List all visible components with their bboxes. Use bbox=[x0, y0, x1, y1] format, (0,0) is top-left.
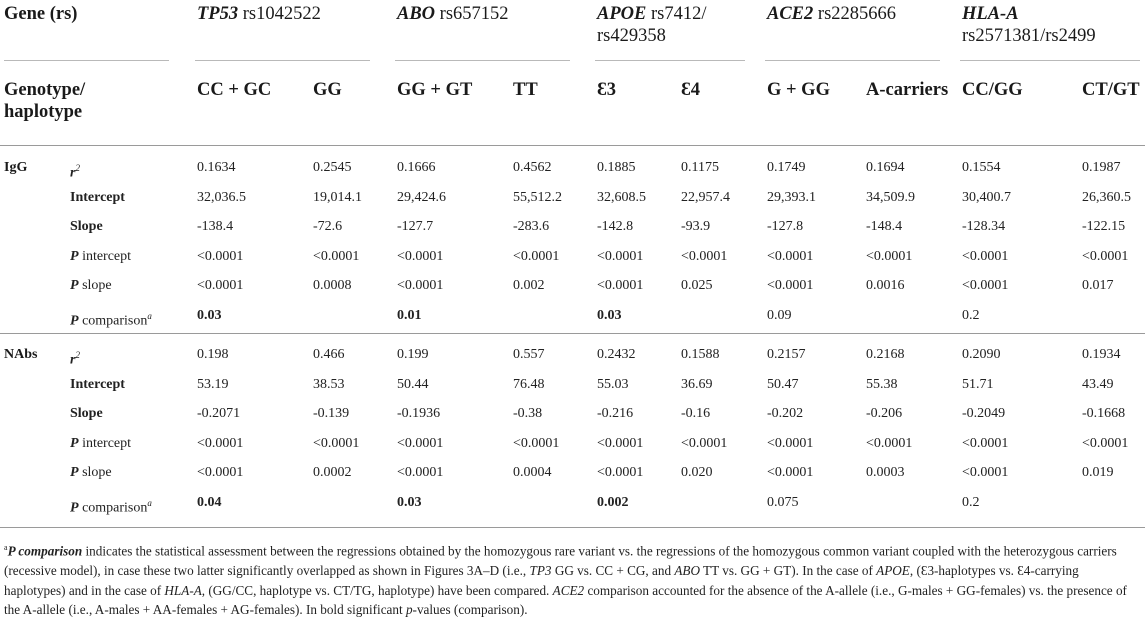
row-label-rest: slope bbox=[78, 278, 112, 293]
row-label bbox=[70, 347, 80, 369]
group-divider bbox=[0, 333, 1145, 334]
row-label-rest: comparison bbox=[78, 500, 148, 516]
table-cell: 0.1934 bbox=[1082, 347, 1121, 362]
table-cell: 19,014.1 bbox=[313, 190, 362, 205]
table-cell: -138.4 bbox=[197, 219, 234, 234]
table-cell: -127.7 bbox=[397, 219, 434, 234]
genotype-label-line2: haplotype bbox=[4, 102, 83, 122]
table-cell: -0.1936 bbox=[397, 406, 441, 421]
row-label-main: P bbox=[70, 249, 79, 264]
row-label-main: P bbox=[70, 500, 79, 516]
row-label bbox=[70, 436, 131, 452]
table-cell: <0.0001 bbox=[767, 436, 814, 451]
table-cell: <0.0001 bbox=[197, 465, 244, 480]
comparison-cell: 0.002 bbox=[597, 495, 629, 510]
row-label-main: Slope bbox=[70, 406, 103, 421]
table-cell: <0.0001 bbox=[597, 249, 644, 264]
table-cell: <0.0001 bbox=[962, 249, 1009, 264]
header-underline bbox=[195, 60, 370, 61]
gene-rs: rs657152 bbox=[435, 4, 509, 24]
row-label bbox=[70, 160, 80, 182]
genotype-header: A-carriers bbox=[866, 80, 949, 100]
gene-name: HLA-A bbox=[962, 4, 1019, 24]
table-cell: -127.8 bbox=[767, 219, 804, 234]
table-cell: 32,036.5 bbox=[197, 190, 246, 205]
table-cell: <0.0001 bbox=[681, 436, 728, 451]
table-cell: 0.0002 bbox=[313, 465, 352, 480]
footnote-text: , (GG/CC, haplotype vs. CT/TG, haplotype) have been compared. bbox=[201, 582, 553, 598]
table-cell: <0.0001 bbox=[597, 436, 644, 451]
row-label-main: Slope bbox=[70, 219, 103, 234]
table-cell: <0.0001 bbox=[197, 249, 244, 264]
gene-rs: rs1042522 bbox=[238, 4, 321, 24]
footnote-text: comparison accounted for the absence of the A-allele (i.e., G-males + GG-females) vs. the presence of the A-allele (i.e., A-males + AA-females + AG-females). In bold significant bbox=[4, 582, 1127, 618]
table-cell: <0.0001 bbox=[313, 249, 360, 264]
table-cell: <0.0001 bbox=[313, 436, 360, 451]
table-cell: 0.1175 bbox=[681, 160, 719, 175]
table-cell: <0.0001 bbox=[397, 278, 444, 293]
table-cell: 0.4562 bbox=[513, 160, 552, 175]
table-cell: 55.38 bbox=[866, 377, 898, 392]
table-cell: <0.0001 bbox=[513, 249, 560, 264]
gene-header-abo bbox=[397, 3, 509, 25]
table-cell: 0.466 bbox=[313, 347, 345, 362]
row-label-main: Intercept bbox=[70, 377, 125, 392]
table-cell: -0.16 bbox=[681, 406, 711, 421]
row-label-main: r bbox=[70, 352, 76, 368]
gene-name: ABO bbox=[397, 4, 436, 24]
table-cell: 0.2090 bbox=[962, 347, 1001, 362]
table-cell: <0.0001 bbox=[962, 278, 1009, 293]
row-label bbox=[70, 377, 125, 393]
header-underline bbox=[4, 60, 169, 61]
table-cell: -0.202 bbox=[767, 406, 804, 421]
table-cell: 32,608.5 bbox=[597, 190, 646, 205]
header-underline bbox=[595, 60, 745, 61]
row-label bbox=[70, 278, 112, 294]
genotype-header: G + GG bbox=[767, 80, 830, 100]
gene-header-hla-a bbox=[962, 3, 1096, 47]
table-cell: -72.6 bbox=[313, 219, 343, 234]
table-cell: -128.34 bbox=[962, 219, 1006, 234]
row-label bbox=[70, 308, 152, 330]
row-label-sup: 2 bbox=[75, 350, 80, 360]
table-cell: 0.019 bbox=[1082, 465, 1114, 480]
table-cell: <0.0001 bbox=[597, 278, 644, 293]
table-cell: 29,424.6 bbox=[397, 190, 446, 205]
table-cell: <0.0001 bbox=[197, 436, 244, 451]
row-label bbox=[70, 219, 103, 235]
row-label-rest: comparison bbox=[78, 313, 148, 329]
footnote-gene: TP3 bbox=[529, 562, 552, 578]
row-label-sup: a bbox=[147, 498, 152, 508]
comparison-cell: 0.01 bbox=[397, 308, 422, 323]
row-label-rest: intercept bbox=[78, 249, 132, 264]
footnote-marker: a bbox=[4, 543, 8, 552]
table-cell: 0.557 bbox=[513, 347, 545, 362]
table-cell: 0.1694 bbox=[866, 160, 905, 175]
table-cell: 0.2157 bbox=[767, 347, 806, 362]
table-cell: <0.0001 bbox=[397, 249, 444, 264]
table-cell: <0.0001 bbox=[397, 436, 444, 451]
table-cell: 0.0008 bbox=[313, 278, 352, 293]
table-cell: -0.216 bbox=[597, 406, 634, 421]
comparison-cell: 0.09 bbox=[767, 308, 792, 323]
table-cell: 43.49 bbox=[1082, 377, 1114, 392]
table-cell: <0.0001 bbox=[197, 278, 244, 293]
comparison-cell: 0.2 bbox=[962, 308, 980, 323]
table-cell: 30,400.7 bbox=[962, 190, 1011, 205]
comparison-cell: 0.03 bbox=[597, 308, 622, 323]
table-cell: -0.2049 bbox=[962, 406, 1006, 421]
row-label-main: P bbox=[70, 313, 79, 329]
table-cell: <0.0001 bbox=[397, 465, 444, 480]
header-underline bbox=[765, 60, 940, 61]
table-cell: <0.0001 bbox=[866, 436, 913, 451]
gene-rs: rs2285666 bbox=[813, 4, 897, 24]
comparison-cell: 0.03 bbox=[397, 495, 422, 510]
comparison-cell: 0.2 bbox=[962, 495, 980, 510]
table-cell: 0.017 bbox=[1082, 278, 1114, 293]
row-label bbox=[70, 406, 103, 422]
genotype-label bbox=[4, 79, 85, 123]
table-cell: 0.020 bbox=[681, 465, 713, 480]
table-cell: 51.71 bbox=[962, 377, 994, 392]
group-label: NAbs bbox=[4, 347, 38, 362]
table-cell: 0.1749 bbox=[767, 160, 806, 175]
table-cell: 22,957.4 bbox=[681, 190, 730, 205]
row-label-rest: slope bbox=[78, 465, 112, 480]
footnote-gene: ABO bbox=[674, 562, 700, 578]
table-cell: <0.0001 bbox=[866, 249, 913, 264]
footnote-lead: P comparison bbox=[7, 543, 83, 559]
row-label-sup: 2 bbox=[75, 163, 80, 173]
footnote-text: indicates the statistical assessment between the regressions obtained by the homozygous rare variant vs. the regressions of the homozygous common variant coupled with the heterozygous carriers (recessive model), in case these two latter significantly overlapped as shown in Figures 3A–D (i.e., bbox=[4, 543, 1117, 578]
table-cell: 0.002 bbox=[513, 278, 545, 293]
gene-header-label: Gene (rs) bbox=[4, 4, 78, 24]
table-cell: <0.0001 bbox=[681, 249, 728, 264]
table-cell: -0.139 bbox=[313, 406, 350, 421]
table-cell: -0.206 bbox=[866, 406, 903, 421]
table-cell: -283.6 bbox=[513, 219, 550, 234]
footnote-gene: ACE2 bbox=[552, 582, 585, 598]
header-divider bbox=[0, 145, 1145, 146]
gene-rs: rs7412/ bbox=[646, 4, 707, 24]
row-label-main: P bbox=[70, 436, 79, 451]
row-label-sup: a bbox=[147, 311, 152, 321]
table-cell: -0.2071 bbox=[197, 406, 241, 421]
table-cell: <0.0001 bbox=[962, 465, 1009, 480]
table-cell: 0.2168 bbox=[866, 347, 905, 362]
gene-name: TP53 bbox=[197, 4, 239, 24]
gene-name: APOE bbox=[597, 4, 647, 24]
table-cell: 0.1885 bbox=[597, 160, 636, 175]
table-cell: 50.47 bbox=[767, 377, 799, 392]
table-cell: -93.9 bbox=[681, 219, 711, 234]
genotype-header: Ɛ4 bbox=[681, 80, 701, 100]
footnote-gene: HLA-A bbox=[164, 582, 202, 598]
table-cell: 0.1588 bbox=[681, 347, 720, 362]
table-cell: 0.0004 bbox=[513, 465, 552, 480]
table-cell: <0.0001 bbox=[1082, 436, 1129, 451]
row-label bbox=[70, 190, 125, 206]
table-cell: 0.2545 bbox=[313, 160, 352, 175]
table-cell: 0.1554 bbox=[962, 160, 1001, 175]
row-label-main: P bbox=[70, 278, 79, 293]
gene-header-tp53 bbox=[197, 3, 321, 25]
genotype-header: CC/GG bbox=[962, 80, 1023, 100]
table-cell: 0.1634 bbox=[197, 160, 236, 175]
table-cell: <0.0001 bbox=[767, 465, 814, 480]
genotype-label-line1: Genotype/ bbox=[4, 80, 86, 100]
table-cell: 26,360.5 bbox=[1082, 190, 1131, 205]
table-cell: -0.1668 bbox=[1082, 406, 1126, 421]
table-cell: <0.0001 bbox=[767, 249, 814, 264]
header-underline bbox=[960, 60, 1140, 61]
table-cell: -142.8 bbox=[597, 219, 634, 234]
table-cell: 0.198 bbox=[197, 347, 229, 362]
footnote-text: GG vs. CC + CG, and bbox=[551, 562, 675, 578]
table-cell: -148.4 bbox=[866, 219, 903, 234]
comparison-cell: 0.04 bbox=[197, 495, 222, 510]
row-label bbox=[70, 249, 131, 265]
table-cell: <0.0001 bbox=[1082, 249, 1129, 264]
gene-name: ACE2 bbox=[767, 4, 814, 24]
table-cell: <0.0001 bbox=[513, 436, 560, 451]
table-cell: 36.69 bbox=[681, 377, 713, 392]
row-label-main: P bbox=[70, 465, 79, 480]
genotype-header: TT bbox=[513, 80, 538, 100]
comparison-cell: 0.075 bbox=[767, 495, 799, 510]
row-label bbox=[70, 495, 152, 517]
row-label-rest: intercept bbox=[78, 436, 132, 451]
table-cell: <0.0001 bbox=[767, 278, 814, 293]
table-footnote bbox=[4, 538, 1142, 620]
footnote-gene: APOE bbox=[876, 562, 910, 578]
table-cell: 34,509.9 bbox=[866, 190, 915, 205]
genotype-header: GG + GT bbox=[397, 80, 473, 100]
table-cell: 50.44 bbox=[397, 377, 429, 392]
gene-header-apoe bbox=[597, 3, 706, 47]
row-label-main: r bbox=[70, 165, 76, 181]
table-cell: 53.19 bbox=[197, 377, 229, 392]
table-cell: 29,393.1 bbox=[767, 190, 816, 205]
comparison-cell: 0.03 bbox=[197, 308, 222, 323]
table-cell: 0.1987 bbox=[1082, 160, 1121, 175]
table-bottom-rule bbox=[0, 527, 1145, 528]
genotype-header: GG bbox=[313, 80, 342, 100]
table-cell: 38.53 bbox=[313, 377, 345, 392]
genotype-header: CT/GT bbox=[1082, 80, 1140, 100]
group-label: IgG bbox=[4, 160, 28, 175]
footnote-p: p bbox=[405, 602, 413, 618]
table-cell: 0.199 bbox=[397, 347, 429, 362]
header-underline bbox=[395, 60, 570, 61]
footnote-text: -values (comparison). bbox=[412, 602, 528, 618]
row-label-main: Intercept bbox=[70, 190, 125, 205]
table-cell: <0.0001 bbox=[962, 436, 1009, 451]
table-cell: 0.0016 bbox=[866, 278, 905, 293]
table-cell: 55,512.2 bbox=[513, 190, 562, 205]
genotype-header: CC + GC bbox=[197, 80, 272, 100]
footnote-text: TT vs. GG + GT). In the case of bbox=[700, 562, 877, 578]
table-cell: -122.15 bbox=[1082, 219, 1126, 234]
gene-rs-2: rs2571381/rs2499 bbox=[962, 26, 1096, 46]
footnote-text: , (Ɛ3-haplotypes vs. Ɛ4-carrying haplotypes) and in the case of bbox=[4, 562, 1079, 598]
table-cell: 76.48 bbox=[513, 377, 545, 392]
row-label bbox=[70, 465, 112, 481]
table-cell: <0.0001 bbox=[597, 465, 644, 480]
gene-header-ace2 bbox=[767, 3, 896, 25]
genotype-header: Ɛ3 bbox=[597, 80, 617, 100]
table-cell: 0.0003 bbox=[866, 465, 905, 480]
table-cell: 0.1666 bbox=[397, 160, 436, 175]
table-cell: 55.03 bbox=[597, 377, 629, 392]
table-cell: -0.38 bbox=[513, 406, 543, 421]
table-cell: 0.2432 bbox=[597, 347, 636, 362]
gene-rs-2: rs429358 bbox=[597, 26, 666, 46]
table-cell: 0.025 bbox=[681, 278, 713, 293]
